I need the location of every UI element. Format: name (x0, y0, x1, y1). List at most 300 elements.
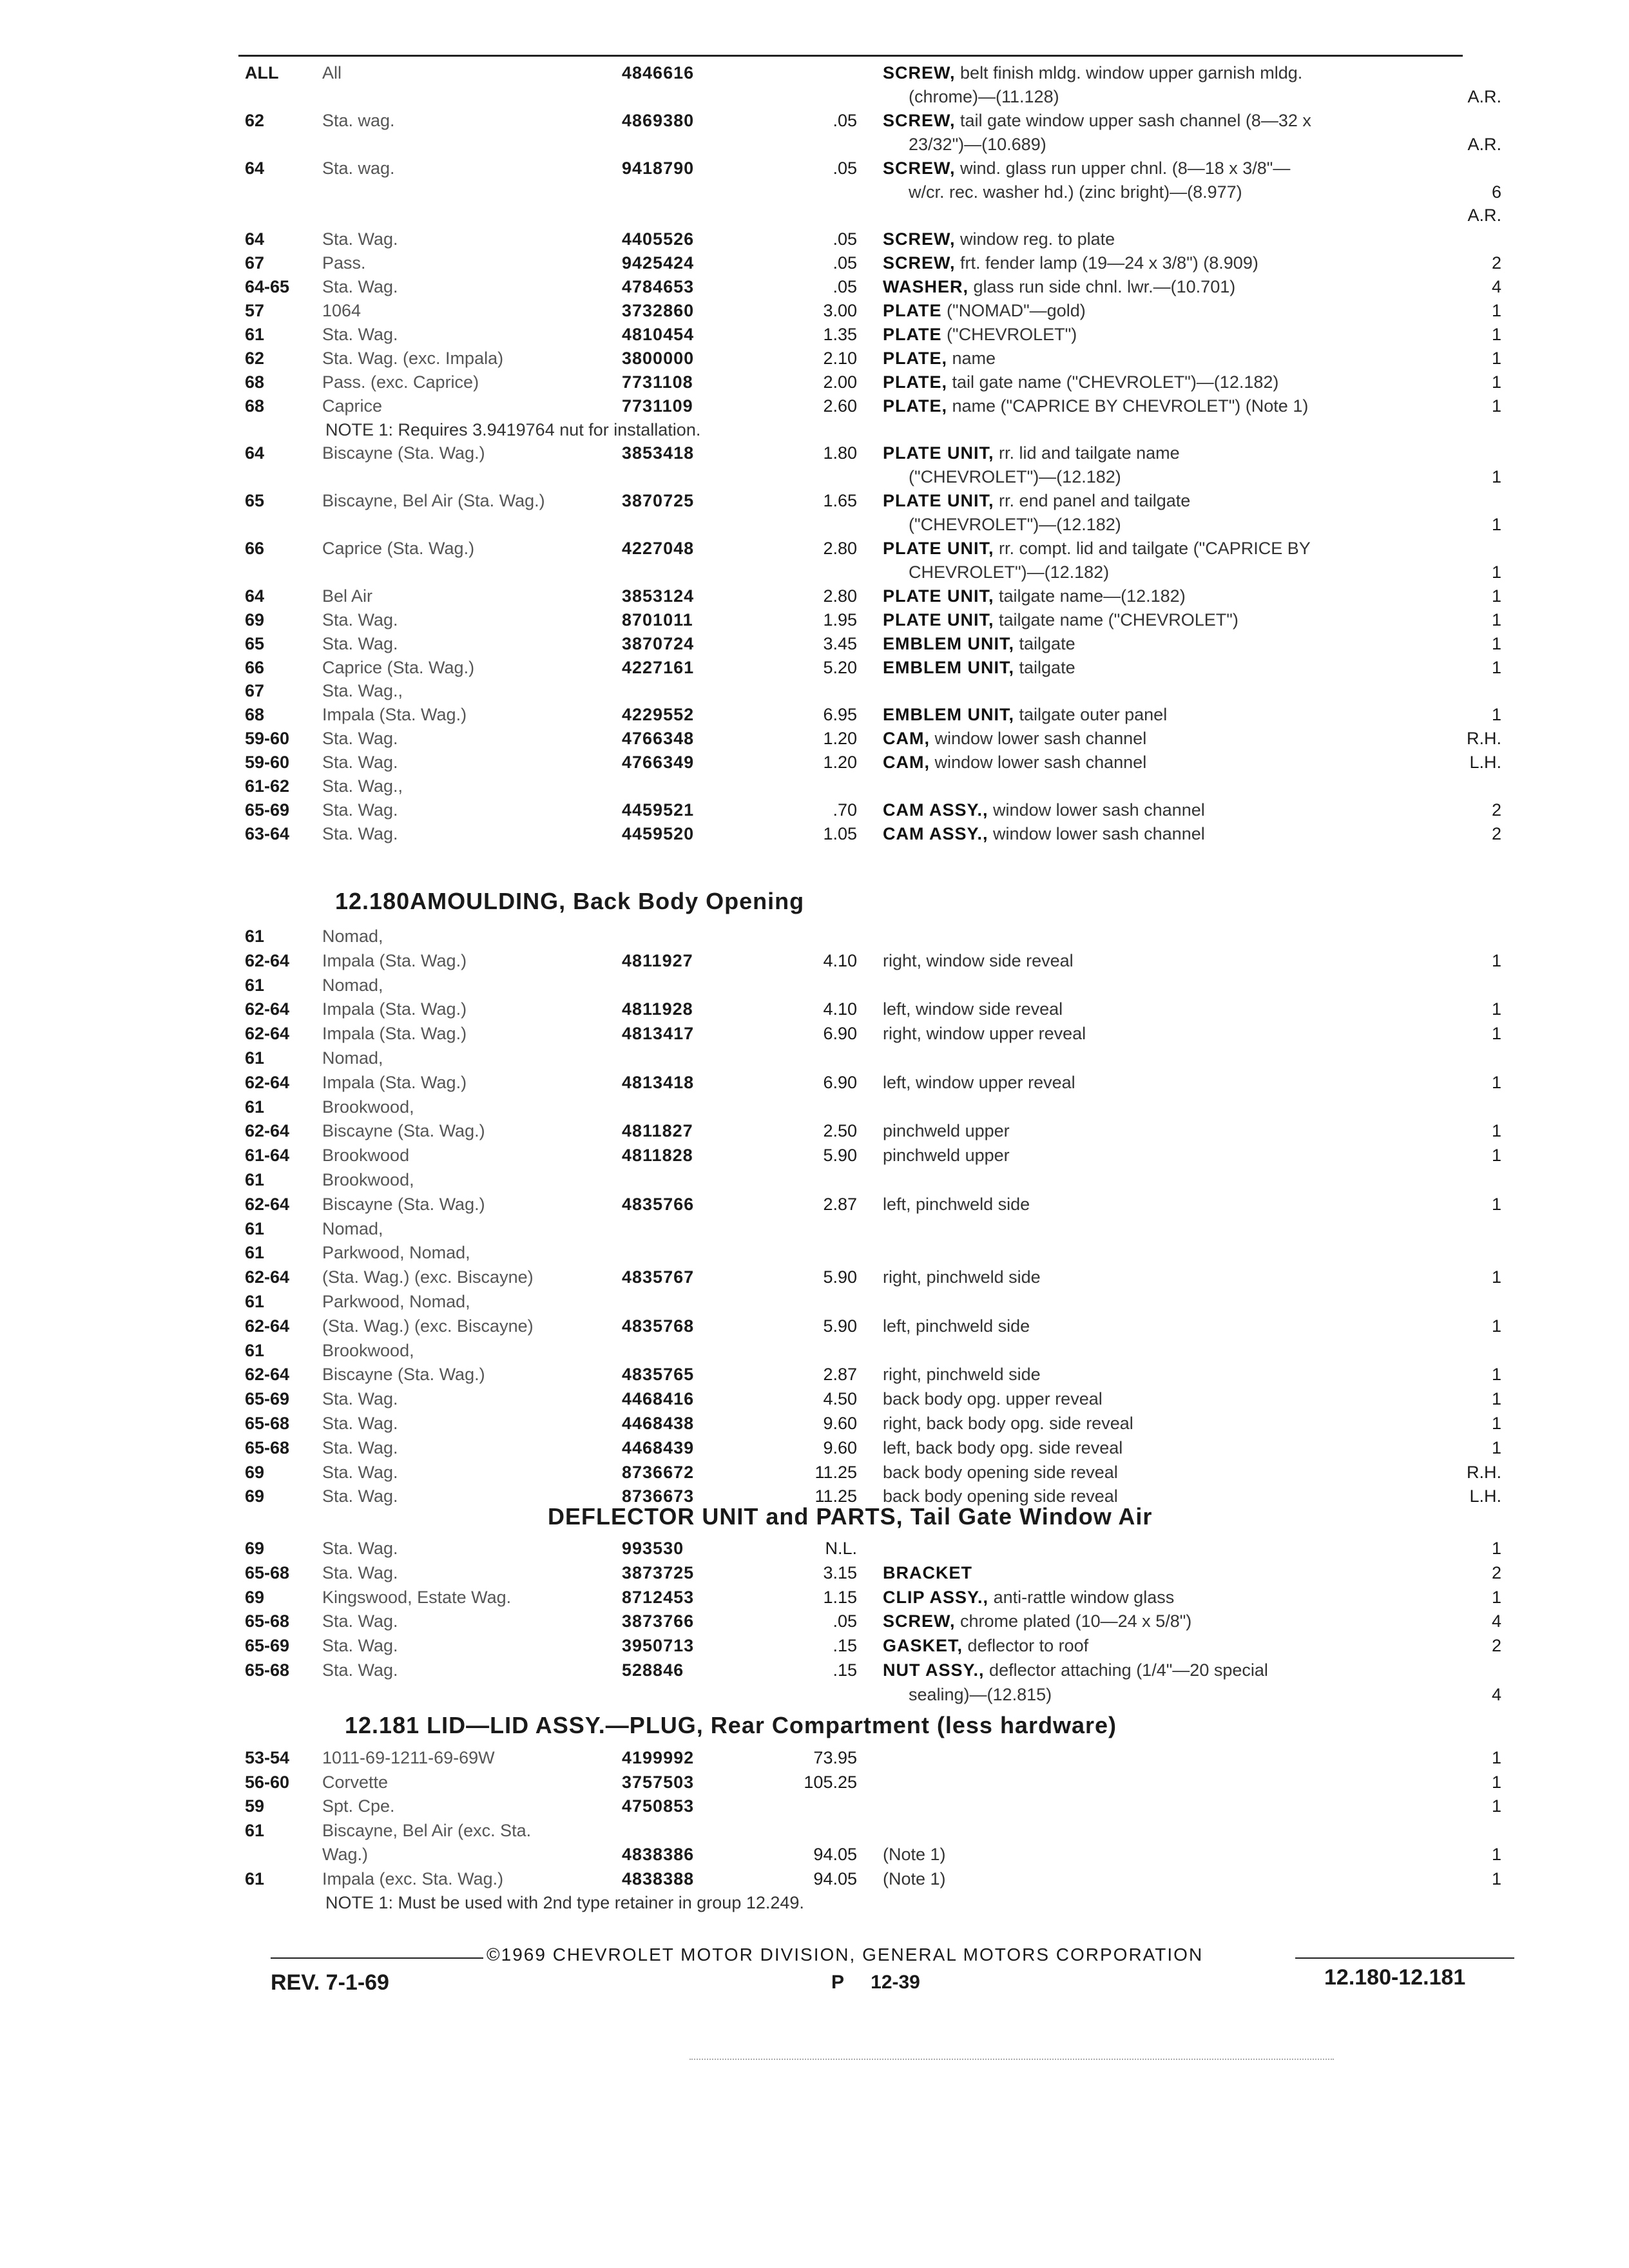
quantity: 1 (1491, 396, 1501, 416)
model-name: Bel Air (322, 586, 373, 606)
model-year: 61 (245, 1170, 265, 1189)
part-number: 4227048 (622, 539, 695, 558)
part-number: 4813417 (622, 1024, 695, 1043)
part-row (0, 1144, 1629, 1169)
list-price: 3.45 (823, 634, 857, 653)
part-row (0, 1412, 1629, 1437)
part-number: 4784653 (622, 277, 695, 296)
model-year: 62-64 (245, 1195, 290, 1214)
part-description (883, 703, 1167, 726)
list-price: 5.20 (823, 658, 857, 677)
model-year: 62 (245, 111, 265, 130)
model-name: Sta. Wag. (322, 729, 398, 748)
model-name: Corvette (322, 1773, 389, 1792)
part-name: CAM, (883, 729, 930, 748)
list-price: 1.15 (823, 1588, 857, 1607)
list-price: 2.87 (823, 1365, 857, 1384)
model-name: Sta. Wag. (322, 1636, 398, 1655)
part-row (0, 347, 1629, 372)
model-year: ALL (245, 63, 279, 82)
part-number: 4468416 (622, 1389, 695, 1408)
quantity: 1 (1491, 1146, 1501, 1165)
part-row (0, 323, 1629, 349)
part-row (0, 1461, 1629, 1486)
part-name: PLATE UNIT, (883, 586, 994, 606)
model-name: Sta. Wag. (322, 1539, 398, 1558)
part-number: 4405526 (622, 229, 695, 249)
model-year: 68 (245, 372, 265, 392)
quantity: 1 (1491, 1024, 1501, 1043)
part-name: BRACKET (883, 1563, 972, 1582)
model-name: Nomad, (322, 1048, 383, 1068)
part-name: PLATE (883, 301, 942, 320)
part-description (883, 632, 1075, 655)
part-description (883, 61, 1302, 84)
model-name: Sta. wag. (322, 159, 395, 178)
model-year: 65-69 (245, 1636, 290, 1655)
model-name: Sta. Wag. (322, 1563, 398, 1582)
part-row (0, 751, 1629, 776)
part-number: 4810454 (622, 325, 695, 344)
quantity: A.R. (1467, 87, 1501, 106)
part-row (0, 1634, 1629, 1660)
part-row (0, 703, 1629, 729)
quantity: 1 (1491, 1539, 1501, 1558)
copyright-text: ©1969 CHEVROLET MOTOR DIVISION, GENERAL MOTORS CORPORATION (487, 1945, 1204, 1965)
model-name: Sta. Wag. (322, 753, 398, 772)
model-name: Caprice (322, 396, 383, 416)
model-name: Sta. Wag. (exc. Impala) (322, 349, 504, 368)
model-name: Sta. Wag. (322, 1414, 398, 1433)
model-name: Spt. Cpe. (322, 1796, 395, 1816)
model-name: Nomad, (322, 1219, 383, 1238)
part-description (883, 299, 1086, 322)
model-name: Biscayne (Sta. Wag.) (322, 1365, 485, 1384)
quantity: 2 (1491, 253, 1501, 273)
part-detail: tailgate name—(12.182) (999, 586, 1186, 606)
model-year: 62-64 (245, 951, 290, 970)
part-name: CLIP ASSY., (883, 1588, 989, 1607)
model-year: 59 (245, 1796, 265, 1816)
model-year: 64 (245, 159, 265, 178)
part-number: 3870724 (622, 634, 695, 653)
model-year: 61-64 (245, 1146, 290, 1165)
quantity: 1 (1491, 301, 1501, 320)
part-description: right, pinchweld side (883, 1267, 1041, 1287)
part-row (0, 1436, 1629, 1462)
part-detail: name ("CAPRICE BY CHEVROLET") (Note 1) (952, 396, 1309, 416)
model-name: Sta. Wag., (322, 681, 403, 700)
model-year: 68 (245, 705, 265, 724)
part-row (0, 1363, 1629, 1389)
part-row (0, 85, 1629, 111)
model-year: 61 (245, 1869, 265, 1888)
part-number: 4835766 (622, 1195, 695, 1214)
model-name: Brookwood, (322, 1341, 414, 1360)
part-row (0, 997, 1629, 1023)
quantity: R.H. (1467, 729, 1501, 748)
list-price: 105.25 (804, 1773, 857, 1792)
model-year: 64 (245, 586, 265, 606)
model-name: Biscayne (Sta. Wag.) (322, 1121, 485, 1140)
model-name: Impala (Sta. Wag.) (322, 1024, 467, 1043)
part-description: (Note 1) (883, 1869, 946, 1888)
part-name: EMBLEM UNIT, (883, 658, 1014, 677)
part-description (883, 751, 1146, 774)
part-detail: deflector to roof (967, 1636, 1089, 1655)
part-detail: belt finish mldg. window upper garnish mldg. (960, 63, 1303, 82)
part-name: PLATE, (883, 349, 947, 368)
heading-lid: 12.181 LID—LID ASSY.—PLUG, Rear Compartment (less hardware) (345, 1712, 1117, 1738)
part-row (0, 204, 1629, 229)
model-year: 61 (245, 927, 265, 946)
part-row (0, 1537, 1629, 1562)
quantity: R.H. (1467, 1463, 1501, 1482)
list-price: 4.50 (823, 1389, 857, 1408)
quantity: 2 (1491, 1563, 1501, 1582)
model-name: Nomad, (322, 927, 383, 946)
model-year: 62-64 (245, 1024, 290, 1043)
list-price: 1.20 (823, 729, 857, 748)
list-price: 94.05 (813, 1869, 857, 1888)
list-price: .05 (833, 1611, 857, 1631)
quantity: 1 (1491, 349, 1501, 368)
model-name: Brookwood, (322, 1097, 414, 1117)
quantity: 1 (1491, 1121, 1501, 1140)
list-price: 4.10 (823, 999, 857, 1019)
part-detail: anti-rattle window glass (993, 1588, 1175, 1607)
part-description: CHEVROLET")—(12.182) (909, 562, 1110, 582)
list-price: .70 (833, 800, 857, 820)
model-name: Sta. Wag. (322, 1486, 398, 1506)
part-row (0, 1794, 1629, 1820)
part-name: CAM, (883, 753, 930, 772)
part-number: 528846 (622, 1660, 684, 1680)
part-row (0, 974, 1629, 999)
list-price: 1.35 (823, 325, 857, 344)
part-row (0, 418, 1629, 444)
quantity: 4 (1491, 1685, 1501, 1704)
part-description: sealing)—(12.815) (909, 1685, 1052, 1704)
part-description: ("CHEVROLET")—(12.182) (909, 467, 1121, 486)
part-row (0, 1339, 1629, 1365)
part-description (883, 584, 1186, 608)
part-row (0, 1586, 1629, 1611)
quantity: L.H. (1469, 1486, 1501, 1506)
part-row (0, 1241, 1629, 1267)
part-row (0, 251, 1629, 277)
part-description: back body opening side reveal (883, 1463, 1118, 1482)
part-number: 4835768 (622, 1316, 695, 1336)
part-description: back body opening side reveal (883, 1486, 1118, 1506)
part-description: (Note 1) (883, 1845, 946, 1864)
part-name: EMBLEM UNIT, (883, 705, 1014, 724)
part-row (0, 1022, 1629, 1048)
part-detail: rr. lid and tailgate name (999, 443, 1180, 463)
part-detail: rr. compt. lid and tailgate ("CAPRICE BY (999, 539, 1311, 558)
model-name: Sta. Wag. (322, 824, 398, 843)
list-price: 6.90 (823, 1073, 857, 1092)
part-description (883, 370, 1278, 394)
model-year: 62-64 (245, 1121, 290, 1140)
part-detail: window lower sash channel (993, 800, 1205, 820)
model-year: 61 (245, 1292, 265, 1311)
part-number: 4838388 (622, 1869, 695, 1888)
part-row (0, 370, 1629, 396)
model-year: 61 (245, 1048, 265, 1068)
model-name: Nomad, (322, 975, 383, 995)
list-price: .05 (833, 253, 857, 273)
quantity: 1 (1491, 999, 1501, 1019)
part-row (0, 679, 1629, 705)
model-year: 61 (245, 1243, 265, 1262)
model-name: Impala (Sta. Wag.) (322, 999, 467, 1019)
model-year: 62-64 (245, 1267, 290, 1287)
part-row (0, 1168, 1629, 1194)
list-price: 1.05 (823, 824, 857, 843)
part-description (883, 275, 1235, 298)
part-description (883, 1610, 1191, 1633)
model-year: 69 (245, 1463, 265, 1482)
part-number: 4459521 (622, 800, 695, 820)
part-description (883, 251, 1258, 274)
part-number: 3800000 (622, 349, 695, 368)
part-description (883, 1561, 972, 1584)
part-number: 3853418 (622, 443, 695, 463)
part-row (0, 1193, 1629, 1218)
revision-date: REV. 7-1-69 (271, 1970, 389, 1995)
part-description (883, 157, 1290, 180)
model-name: Sta. Wag. (322, 800, 398, 820)
model-year: 69 (245, 1588, 265, 1607)
quantity: 1 (1491, 1195, 1501, 1214)
model-year: 63-64 (245, 824, 290, 843)
list-price: 9.60 (823, 1414, 857, 1433)
list-price: 3.15 (823, 1563, 857, 1582)
part-row (0, 1610, 1629, 1635)
list-price: 2.80 (823, 586, 857, 606)
model-name: 1064 (322, 301, 361, 320)
part-row (0, 925, 1629, 950)
part-detail: frt. fender lamp (19—24 x 3/8") (8.909) (960, 253, 1258, 273)
quantity: 1 (1491, 1869, 1501, 1888)
part-number: 4811827 (622, 1121, 693, 1140)
part-description (883, 441, 1180, 465)
part-row (0, 774, 1629, 800)
part-description: left, pinchweld side (883, 1316, 1030, 1336)
part-number: 4468438 (622, 1414, 695, 1433)
model-year: 65-68 (245, 1438, 290, 1457)
quantity: 4 (1491, 1611, 1501, 1631)
part-detail: tailgate name ("CHEVROLET") (999, 610, 1239, 629)
model-year: 62 (245, 349, 265, 368)
model-name: Sta. Wag. (322, 229, 398, 249)
list-price: .05 (833, 277, 857, 296)
model-name: Sta. Wag. (322, 634, 398, 653)
part-description (883, 1658, 1268, 1682)
model-name: Brookwood, (322, 1170, 414, 1189)
model-year: 64 (245, 229, 265, 249)
part-detail: tailgate (1019, 634, 1075, 653)
list-price: 3.00 (823, 301, 857, 320)
part-description (883, 727, 1146, 750)
list-price: 4.10 (823, 951, 857, 970)
part-name: NUT ASSY., (883, 1660, 985, 1680)
part-number: 4846616 (622, 63, 695, 82)
quantity: 1 (1491, 1389, 1501, 1408)
part-description (883, 537, 1311, 560)
list-price: 11.25 (815, 1486, 857, 1506)
model-year: 61 (245, 1821, 265, 1840)
quantity: 1 (1491, 372, 1501, 392)
part-description (883, 227, 1115, 251)
model-name: Biscayne, Bel Air (exc. Sta. (322, 1821, 532, 1840)
model-year: 59-60 (245, 753, 290, 772)
part-description (883, 394, 1308, 418)
model-name: Sta. Wag. (322, 277, 398, 296)
part-row (0, 299, 1629, 325)
part-description (883, 1634, 1088, 1657)
model-year: 67 (245, 253, 265, 273)
model-year: 65-68 (245, 1414, 290, 1433)
part-name: PLATE, (883, 396, 947, 416)
part-row (0, 394, 1629, 420)
part-row (0, 632, 1629, 658)
part-row (0, 1071, 1629, 1097)
quantity: 1 (1491, 1073, 1501, 1092)
model-year: 62-64 (245, 999, 290, 1019)
part-row (0, 1819, 1629, 1845)
quantity: 1 (1491, 1438, 1501, 1457)
model-name: Impala (Sta. Wag.) (322, 951, 467, 970)
part-row (0, 157, 1629, 182)
list-price: 5.90 (823, 1146, 857, 1165)
part-description (883, 656, 1075, 679)
list-price: 2.87 (823, 1195, 857, 1214)
part-detail: glass run side chnl. lwr.—(10.701) (973, 277, 1236, 296)
part-number: 4838386 (622, 1845, 695, 1864)
part-detail: rr. end panel and tailgate (999, 491, 1191, 510)
part-description (883, 822, 1205, 845)
part-description (883, 489, 1190, 512)
part-number: 7731109 (622, 396, 693, 416)
part-name: SCREW, (883, 229, 956, 249)
part-detail: tail gate window upper sash channel (8—32 x (960, 111, 1311, 130)
model-name: Sta. Wag. (322, 1611, 398, 1631)
model-name: Caprice (Sta. Wag.) (322, 539, 475, 558)
part-row (0, 489, 1629, 515)
part-row (0, 61, 1629, 87)
list-price: .05 (833, 229, 857, 249)
part-description (883, 347, 996, 370)
part-number: 4229552 (622, 705, 695, 724)
model-year: 65-68 (245, 1563, 290, 1582)
part-number: 993530 (622, 1539, 684, 1558)
part-description (883, 109, 1311, 132)
model-name: Pass. (exc. Caprice) (322, 372, 479, 392)
part-number: 9418790 (622, 159, 695, 178)
part-detail: tailgate (1019, 658, 1075, 677)
part-row (0, 1095, 1629, 1121)
list-price: 1.80 (823, 443, 857, 463)
model-name: Impala (exc. Sta. Wag.) (322, 1869, 504, 1888)
part-number: 4835765 (622, 1365, 695, 1384)
model-year: 65-69 (245, 800, 290, 820)
model-year: 64-65 (245, 277, 290, 296)
part-detail: tail gate name ("CHEVROLET")—(12.182) (952, 372, 1279, 392)
list-price: .05 (833, 159, 857, 178)
model-name: Sta. Wag., (322, 776, 403, 796)
model-name: Kingswood, Estate Wag. (322, 1588, 512, 1607)
part-row (0, 227, 1629, 253)
model-year: 56-60 (245, 1773, 290, 1792)
quantity: 1 (1491, 1796, 1501, 1816)
part-description: 23/32")—(10.689) (909, 135, 1046, 154)
part-number: 3732860 (622, 301, 695, 320)
part-number: 4811928 (622, 999, 693, 1019)
part-number: 8701011 (622, 610, 693, 629)
part-name: PLATE UNIT, (883, 491, 994, 510)
part-row (0, 275, 1629, 301)
part-name: PLATE UNIT, (883, 443, 994, 463)
quantity: 4 (1491, 277, 1501, 296)
model-name: Sta. Wag. (322, 610, 398, 629)
part-row (0, 513, 1629, 539)
quantity: 1 (1491, 951, 1501, 970)
part-row (0, 1314, 1629, 1340)
part-row (0, 1658, 1629, 1684)
note-text: NOTE 1: Requires 3.9419764 nut for installation. (325, 420, 701, 439)
quantity: 1 (1491, 705, 1501, 724)
quantity: 1 (1491, 515, 1501, 534)
quantity: 2 (1491, 800, 1501, 820)
part-description: pinchweld upper (883, 1121, 1010, 1140)
part-name: WASHER, (883, 277, 969, 296)
quantity: 1 (1491, 1773, 1501, 1792)
model-year: 66 (245, 658, 265, 677)
model-year: 67 (245, 681, 265, 700)
model-year: 59-60 (245, 729, 290, 748)
part-number: 3873766 (622, 1611, 695, 1631)
part-row (0, 1746, 1629, 1772)
part-row (0, 949, 1629, 975)
part-name: EMBLEM UNIT, (883, 634, 1014, 653)
model-year: 65-68 (245, 1660, 290, 1680)
part-number: 4869380 (622, 111, 695, 130)
part-detail: wind. glass run upper chnl. (8—18 x 3/8"— (960, 159, 1291, 178)
part-name: CAM ASSY., (883, 800, 988, 820)
part-detail: name (952, 349, 996, 368)
list-price: 6.95 (823, 705, 857, 724)
part-name: SCREW, (883, 1611, 956, 1631)
model-name: (Sta. Wag.) (exc. Biscayne) (322, 1316, 534, 1336)
model-year: 57 (245, 301, 265, 320)
model-name: Sta. Wag. (322, 1438, 398, 1457)
note-text: NOTE 1: Must be used with 2nd type retainer in group 12.249. (325, 1893, 804, 1912)
part-number: 4459520 (622, 824, 695, 843)
part-row (0, 180, 1629, 206)
list-price: 2.50 (823, 1121, 857, 1140)
part-description: back body opg. upper reveal (883, 1389, 1103, 1408)
model-name: Wag.) (322, 1845, 369, 1864)
model-name: Pass. (322, 253, 366, 273)
part-description: left, window side reveal (883, 999, 1063, 1019)
part-number: 4468439 (622, 1438, 695, 1457)
part-name: SCREW, (883, 253, 956, 273)
part-detail: ("NOMAD"—gold) (947, 301, 1086, 320)
part-row (0, 1119, 1629, 1145)
part-detail: deflector attaching (1/4"—20 special (989, 1660, 1268, 1680)
